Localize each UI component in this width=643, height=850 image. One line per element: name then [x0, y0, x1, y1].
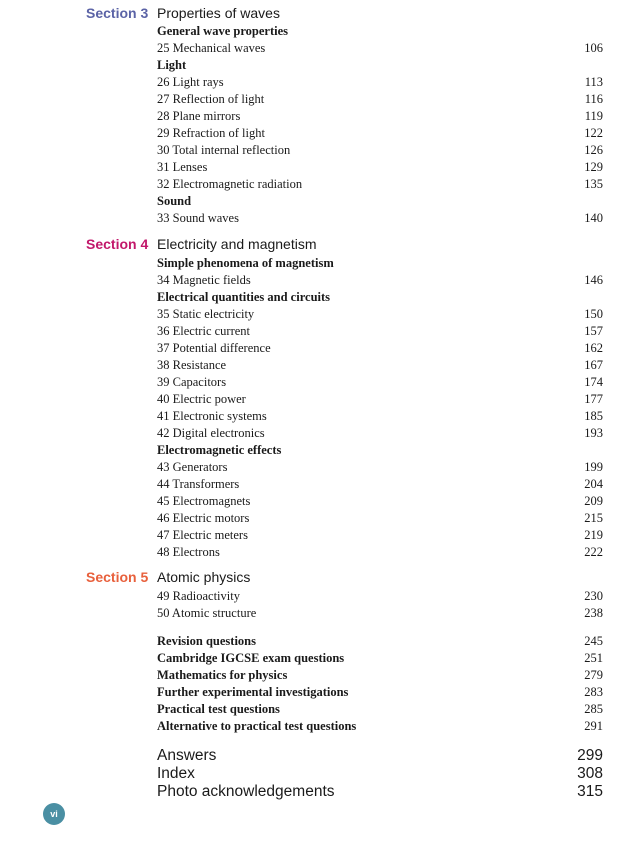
toc-entry-page: 177	[584, 392, 603, 406]
toc-entry-page: 219	[584, 528, 603, 542]
subsection-heading: Light	[157, 58, 187, 72]
toc-entry[interactable]	[157, 340, 603, 356]
toc-entry-page: 222	[584, 545, 603, 559]
toc-entry-page: 157	[584, 324, 603, 338]
toc-entry-title: 38 Resistance	[157, 358, 227, 372]
toc-entry-title: 39 Capacitors	[157, 375, 227, 389]
section-4-label: Section 4	[86, 236, 149, 252]
toc-entry[interactable]	[157, 588, 603, 604]
toc-entry-title: Mathematics for physics	[157, 668, 288, 682]
toc-entry-page: 245	[584, 634, 603, 648]
toc-entry[interactable]	[157, 91, 603, 107]
toc-entry-page: 209	[584, 494, 603, 508]
toc-entry[interactable]	[157, 357, 603, 373]
backmatter-entry[interactable]	[157, 783, 603, 801]
toc-entry-page: 279	[584, 668, 603, 682]
toc-entry-title: 35 Static electricity	[157, 307, 255, 321]
toc-entry-page: 140	[584, 211, 603, 225]
toc-entry-title: 44 Transformers	[157, 477, 240, 491]
section-5-title: Atomic physics	[157, 569, 251, 585]
toc-entry-page: 185	[584, 409, 603, 423]
toc-entry-page: 126	[584, 143, 603, 157]
toc-entry-title: Cambridge IGCSE exam questions	[157, 651, 345, 665]
toc-entry-title: 28 Plane mirrors	[157, 109, 241, 123]
subsection-heading: Sound	[157, 194, 192, 208]
toc-entry-title: Practical test questions	[157, 702, 280, 716]
toc-entry-page: 106	[584, 41, 603, 55]
toc-entry[interactable]	[157, 391, 603, 407]
toc-entry-page: 122	[584, 126, 603, 140]
toc-entry-page: 119	[584, 109, 603, 123]
toc-entry-page: 135	[584, 177, 603, 191]
toc-entry-page: 199	[584, 460, 603, 474]
toc-entry-title: 34 Magnetic fields	[157, 273, 251, 287]
toc-entry[interactable]	[157, 701, 603, 717]
toc-entry-page: 204	[584, 477, 603, 491]
toc-entry-title: 33 Sound waves	[157, 211, 239, 225]
backmatter-page: 308	[577, 765, 603, 782]
toc-entry-title: 36 Electric current	[157, 324, 251, 338]
subsection-heading: Electromagnetic effects	[157, 443, 282, 457]
toc-entry[interactable]	[157, 323, 603, 339]
toc-entry-page: 113	[584, 75, 603, 89]
toc-entry-title: 32 Electromagnetic radiation	[157, 177, 303, 191]
toc-entry[interactable]	[157, 459, 603, 475]
backmatter-entry[interactable]	[157, 765, 603, 783]
toc-entry[interactable]	[157, 306, 603, 322]
subsection-heading: Simple phenomena of magnetism	[157, 256, 334, 270]
toc-entry-page: 162	[584, 341, 603, 355]
toc-entry-page: 251	[584, 651, 603, 665]
toc-entry[interactable]	[157, 718, 603, 734]
toc-entry-title: 42 Digital electronics	[157, 426, 265, 440]
backmatter-entry[interactable]	[157, 747, 603, 765]
toc-entry[interactable]	[157, 374, 603, 390]
toc-entry-page: 215	[584, 511, 603, 525]
toc-entry[interactable]	[157, 650, 603, 666]
toc-entry[interactable]	[157, 633, 603, 649]
toc-entry-page: 129	[584, 160, 603, 174]
subsection-heading: General wave properties	[157, 24, 288, 38]
toc-entry-title: 40 Electric power	[157, 392, 246, 406]
toc-entry[interactable]	[157, 210, 603, 226]
toc-entry-page: 150	[584, 307, 603, 321]
toc-entry-page: 174	[584, 375, 603, 389]
section-3-title: Properties of waves	[157, 5, 280, 21]
toc-entry-title: 47 Electric meters	[157, 528, 248, 542]
toc-entry[interactable]	[157, 605, 603, 621]
toc-entry-page: 167	[584, 358, 603, 372]
toc-entry-title: 29 Refraction of light	[157, 126, 265, 140]
toc-entry-title: 25 Mechanical waves	[157, 41, 266, 55]
toc-entry-page: 283	[584, 685, 603, 699]
toc-entry-page: 146	[584, 273, 603, 287]
toc-entry-page: 116	[584, 92, 603, 106]
toc-entry-page: 285	[584, 702, 603, 716]
toc-entry[interactable]	[157, 176, 603, 192]
toc-entry-title: 41 Electronic systems	[157, 409, 267, 423]
toc-entry[interactable]	[157, 667, 603, 683]
toc-entry-title: 50 Atomic structure	[157, 606, 257, 620]
toc-entry[interactable]	[157, 510, 603, 526]
toc-entry-page: 193	[584, 426, 603, 440]
toc-entry[interactable]	[157, 40, 603, 56]
toc-entry-title: 27 Reflection of light	[157, 92, 265, 106]
toc-entry[interactable]	[157, 142, 603, 158]
toc-entry-title: 48 Electrons	[157, 545, 220, 559]
toc-entry-title: 46 Electric motors	[157, 511, 250, 525]
toc-entry-title: 26 Light rays	[157, 75, 224, 89]
backmatter-title: Photo acknowledgements	[157, 783, 335, 800]
toc-entry[interactable]	[157, 272, 603, 288]
toc-entry[interactable]	[157, 476, 603, 492]
backmatter-title: Index	[157, 765, 195, 782]
toc-entry-title: 49 Radioactivity	[157, 589, 240, 603]
subsection-heading: Electrical quantities and circuits	[157, 290, 331, 304]
backmatter-page: 315	[577, 783, 603, 800]
section-4-title: Electricity and magnetism	[157, 236, 317, 252]
toc-entry-page: 291	[584, 719, 603, 733]
toc-entry[interactable]	[157, 544, 603, 560]
toc-entry-title: Further experimental investigations	[157, 685, 349, 699]
toc-entry[interactable]	[157, 108, 603, 124]
toc-entry[interactable]	[157, 425, 603, 441]
backmatter-page: 299	[577, 747, 603, 764]
toc-entry[interactable]	[157, 159, 603, 175]
section-3-label: Section 3	[86, 5, 149, 21]
toc-entry-title: 30 Total internal reflection	[157, 143, 291, 157]
toc-entry-title: 45 Electromagnets	[157, 494, 251, 508]
toc-entry-title: Alternative to practical test questions	[157, 719, 357, 733]
toc-entry-title: 37 Potential difference	[157, 341, 271, 355]
toc-entry[interactable]	[157, 527, 603, 543]
backmatter-title: Answers	[157, 747, 217, 764]
toc-entry-title: 31 Lenses	[157, 160, 208, 174]
toc-entry[interactable]	[157, 493, 603, 509]
toc-entry-page: 238	[584, 606, 603, 620]
section-5-label: Section 5	[86, 569, 149, 585]
toc-entry-page: 230	[584, 589, 603, 603]
toc-entry[interactable]	[157, 125, 603, 141]
toc-entry[interactable]	[157, 74, 603, 90]
toc-entry-title: 43 Generators	[157, 460, 228, 474]
toc-entry[interactable]	[157, 408, 603, 424]
page-number-badge: vi	[43, 803, 65, 825]
toc-entry[interactable]	[157, 684, 603, 700]
toc-entry-title: Revision questions	[157, 634, 256, 648]
